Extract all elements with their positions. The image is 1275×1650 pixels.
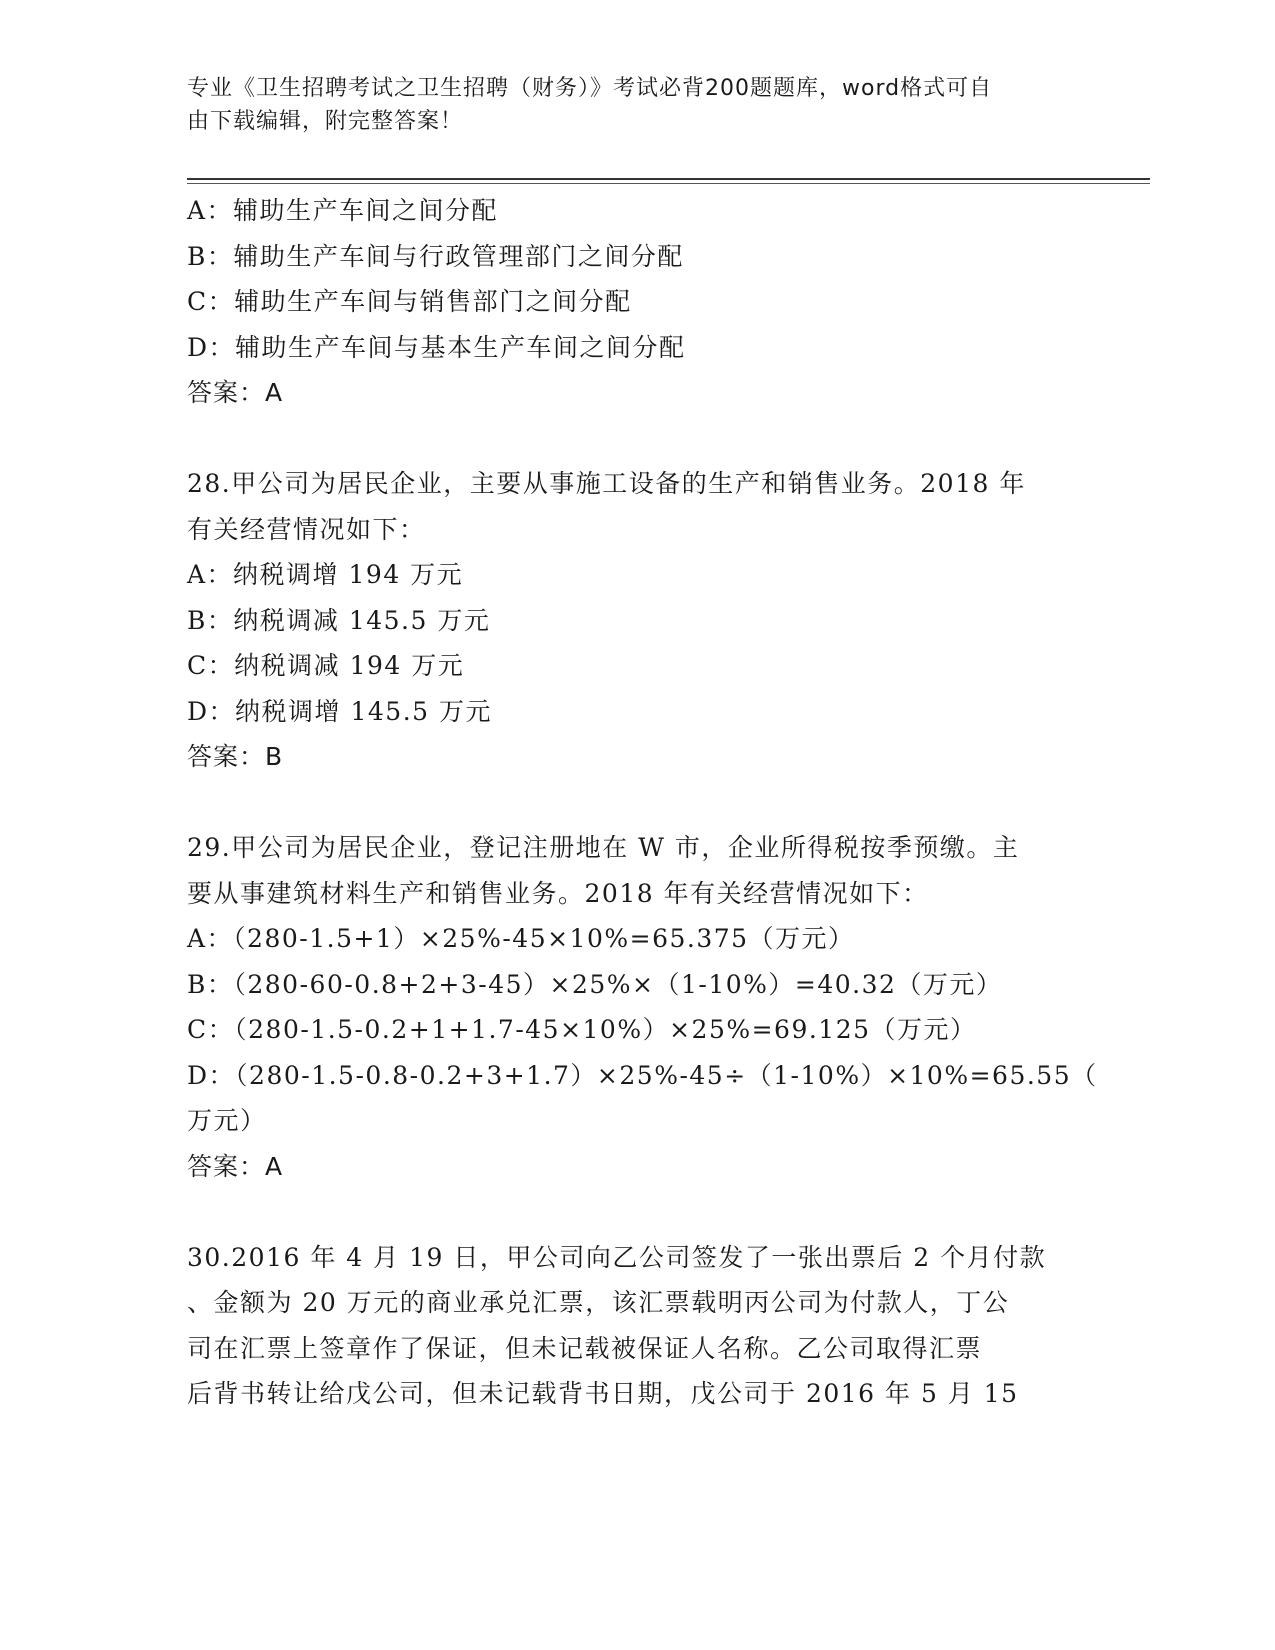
option-d: D：纳税调增 145.5 万元 (187, 696, 493, 726)
answer: 答案：A (187, 378, 284, 407)
option-a: A：纳税调增 194 万元 (187, 560, 464, 589)
option-d-continuation: 万元） (187, 1106, 267, 1135)
option-a: A：辅助生产车间之间分配 (187, 196, 499, 225)
spacer (187, 1189, 1067, 1235)
header-line-2: 由下载编辑，附完整答案！ (187, 109, 464, 134)
question-stem-line: 29.甲公司为居民企业，登记注册地在 W 市，企业所得税按季预缴。主 (187, 833, 1020, 862)
question-stem-line: 有关经营情况如下： (187, 514, 426, 544)
question-30 (187, 1235, 1067, 1417)
question-stem-line: 28.甲公司为居民企业，主要从事施工设备的生产和销售业务。2018 年 (187, 469, 1026, 498)
question-stem-line: 司在汇票上签章作了保证，但未记载被保证人名称。乙公司取得汇票 (187, 1333, 983, 1363)
option-b: B：辅助生产车间与行政管理部门之间分配 (187, 241, 684, 271)
spacer (187, 416, 1067, 462)
option-c: C：（280-1.5-0.2+1+1.7-45×10%）×25%=69.125（万元） (187, 1015, 977, 1044)
question-27 (187, 188, 1067, 416)
header-line-1: 专业《卫生招聘考试之卫生招聘（财务）》考试必背200题题库，word格式可自 (187, 76, 993, 101)
option-a: A：（280-1.5+1）×25%-45×10%=65.375（万元） (187, 924, 855, 953)
option-d: D：辅助生产车间与基本生产车间之间分配 (187, 332, 686, 362)
option-d: D：（280-1.5-0.8-0.2+3+1.7）×25%-45÷（1-10%）×10%=65.55（ (187, 1060, 1098, 1090)
option-c: C：纳税调减 194 万元 (187, 651, 465, 680)
header-divider-thin (187, 183, 1150, 184)
question-stem-line: 30.2016 年 4 月 19 日，甲公司向乙公司签发了一张出票后 2 个月付款 (187, 1242, 1047, 1272)
question-29 (187, 825, 1098, 1189)
question-28 (187, 461, 1067, 780)
question-stem-line: 后背书转让给戊公司，但未记载背书日期，戊公司于 2016 年 5 月 15 (187, 1379, 1019, 1408)
question-content (187, 188, 1098, 1417)
header-divider-thick (187, 178, 1150, 180)
question-stem-line: 要从事建筑材料生产和销售业务。2018 年有关经营情况如下： (187, 878, 929, 908)
spacer (187, 780, 1067, 826)
option-c: C：辅助生产车间与销售部门之间分配 (187, 287, 632, 316)
option-b: B：纳税调减 145.5 万元 (187, 605, 491, 635)
document-header (187, 72, 1067, 138)
answer: 答案：A (187, 1151, 284, 1181)
option-b: B：（280-60-0.8+2+3-45）×25%×（1-10%）=40.32（万元） (187, 969, 1003, 999)
question-stem-line: 、金额为 20 万元的商业承兑汇票，该汇票载明丙公司为付款人，丁公 (187, 1288, 1010, 1317)
answer: 答案：B (187, 742, 284, 771)
